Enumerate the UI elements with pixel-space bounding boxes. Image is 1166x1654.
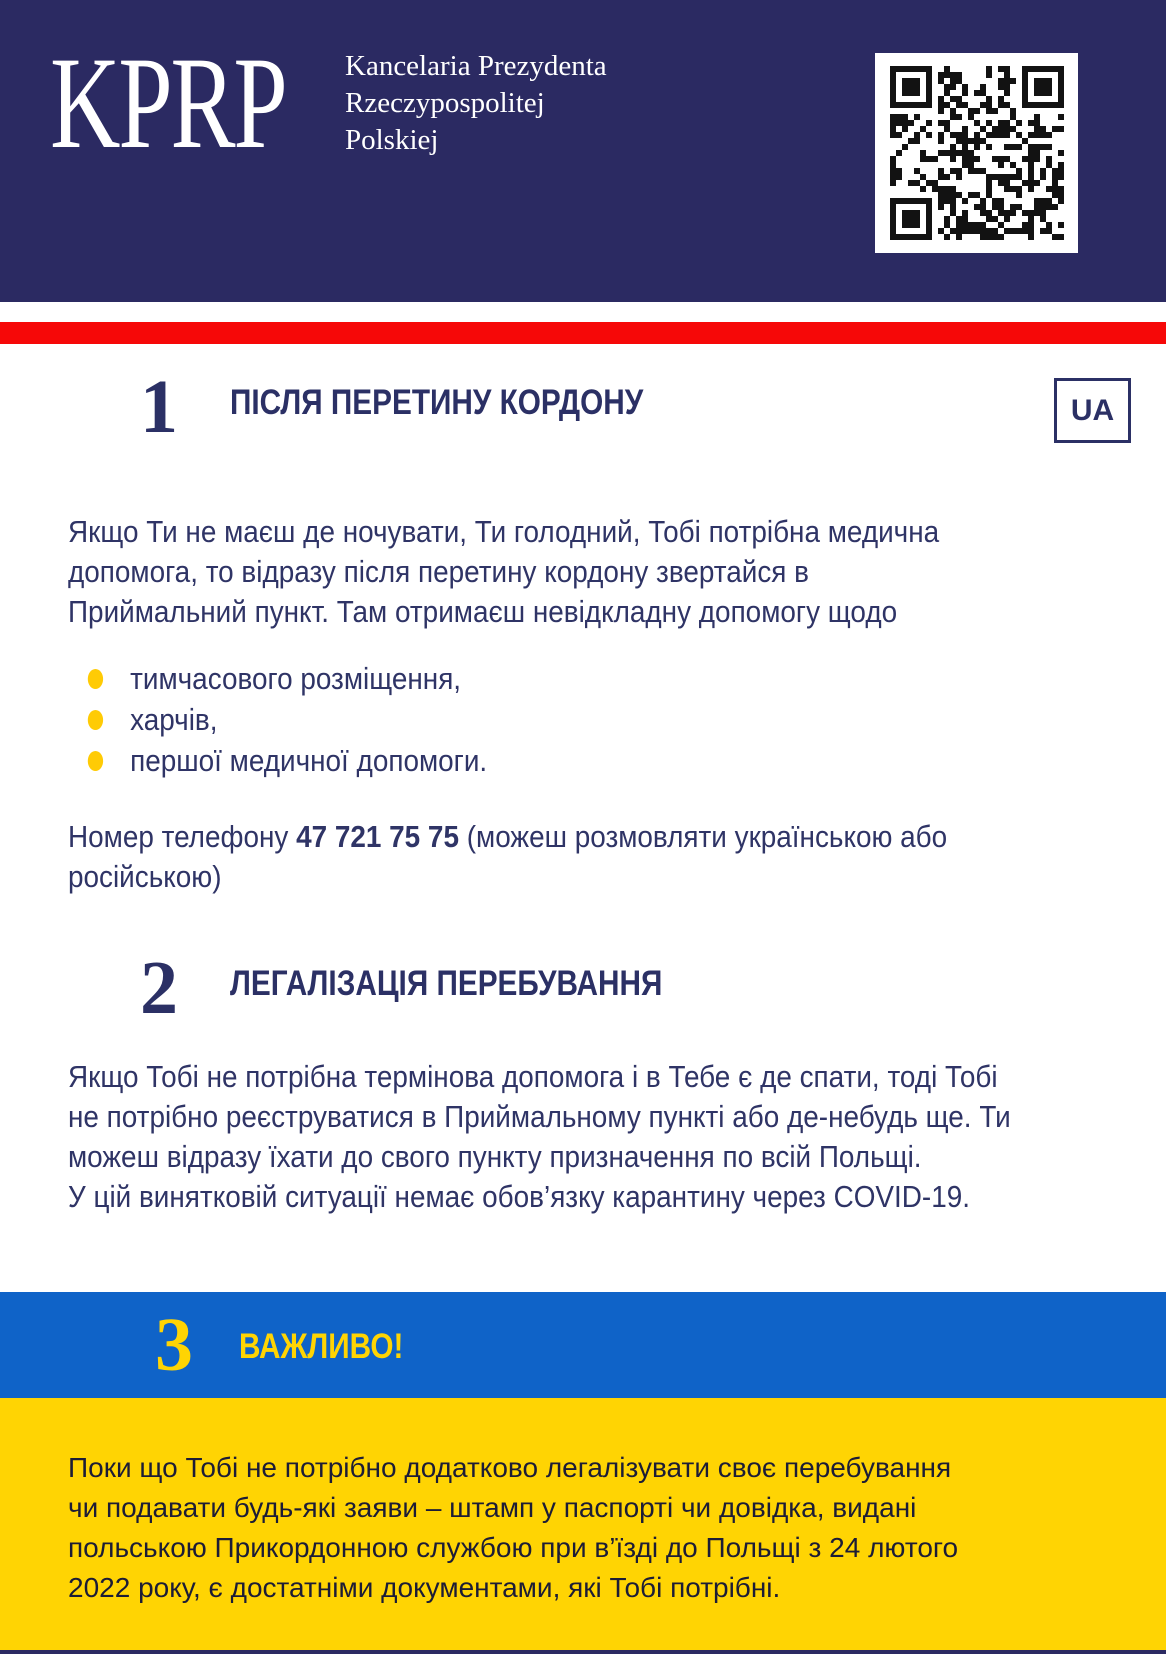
qr-code xyxy=(875,53,1078,253)
header-banner xyxy=(0,0,1166,302)
main-content xyxy=(0,344,1166,1292)
paragraph-line: не потрібно реєструватися в Приймальному пункті або де-небудь ще. Ти xyxy=(68,1099,1011,1134)
paragraph-line: Поки що Тобі не потрібно додатково легалізувати своє перебування xyxy=(68,1452,952,1483)
bullet-item xyxy=(68,740,1020,781)
paragraph-line: чи подавати будь-які заяви – штамп у паспорті чи довідка, видані xyxy=(68,1492,917,1523)
bullet-text: тимчасового розміщення, xyxy=(130,661,462,696)
bullet-dot xyxy=(88,669,103,689)
paragraph-line: Приймальний пункт. Там отримаєш невідкладну допомогу щодо xyxy=(68,594,898,629)
bullet-text: харчів, xyxy=(130,702,218,737)
org-name xyxy=(345,48,607,159)
section-3-title: ВАЖЛИВО! xyxy=(239,1327,404,1366)
kprp-logo: KPRP xyxy=(50,29,286,176)
important-band xyxy=(0,1292,1166,1398)
bullet-dot xyxy=(88,710,103,730)
section-1-number: 1 xyxy=(140,365,178,449)
phone-line: російською) xyxy=(68,859,222,894)
phone-suffix: (можеш розмовляти українською або xyxy=(458,819,948,854)
flag-stripe-white xyxy=(0,302,1166,322)
qr-image xyxy=(890,66,1064,240)
flag-stripe-red xyxy=(0,322,1166,344)
section-2-title: ЛЕГАЛІЗАЦІЯ ПЕРЕБУВАННЯ xyxy=(230,964,663,1003)
section-1-title: ПІСЛЯ ПЕРЕТИНУ КОРДОНУ xyxy=(230,383,644,422)
paragraph-line: допомога, то відразу після перетину кордону звертайся в xyxy=(68,554,809,589)
yellow-band xyxy=(0,1398,1166,1650)
org-name-line: Rzeczypospolitej xyxy=(345,87,545,119)
paragraph-line: Якщо Тобі не потрібна термінова допомога і в Тебе є де спати, тоді Тобі xyxy=(68,1059,998,1094)
bullet-item xyxy=(68,658,1020,699)
section-3-number: 3 xyxy=(155,1303,193,1387)
paragraph-line: 2022 року, є достатніми документами, які Тобі потрібні. xyxy=(68,1572,781,1603)
bullet-text: першої медичної допомоги. xyxy=(130,743,488,778)
paragraph-line: можеш відразу їхати до свого пункту призначення по всій Польщі. xyxy=(68,1139,922,1174)
org-name-line: Kancelaria Prezydenta xyxy=(345,50,607,82)
section-2-body xyxy=(68,1057,1130,1217)
paragraph-line: польською Прикордонною службою при в’їзді до Польщі з 24 лютого xyxy=(68,1532,959,1563)
phone-number: 47 721 75 75 xyxy=(296,819,459,854)
ua-language-badge: UA xyxy=(1054,378,1131,443)
bullet-dot xyxy=(88,751,103,771)
bullet-list xyxy=(68,658,1020,781)
section-2-header xyxy=(140,946,1126,1030)
org-name-line: Polskiej xyxy=(345,124,439,156)
bullet-item xyxy=(68,699,1020,740)
section-2-number: 2 xyxy=(140,946,178,1030)
phone-prefix: Номер телефону xyxy=(68,819,297,854)
paragraph-line: Якщо Ти не маєш де ночувати, Ти голодний, Тобі потрібна медична xyxy=(68,514,940,549)
phone-paragraph xyxy=(68,817,1130,897)
covid-note-line: У цій винятковій ситуації немає обов’язку карантину через COVID-19. xyxy=(68,1179,971,1214)
bottom-edge xyxy=(0,1650,1166,1654)
section-1-header xyxy=(140,365,1126,449)
phone-line xyxy=(68,817,1130,857)
section-1-intro xyxy=(68,512,1130,632)
